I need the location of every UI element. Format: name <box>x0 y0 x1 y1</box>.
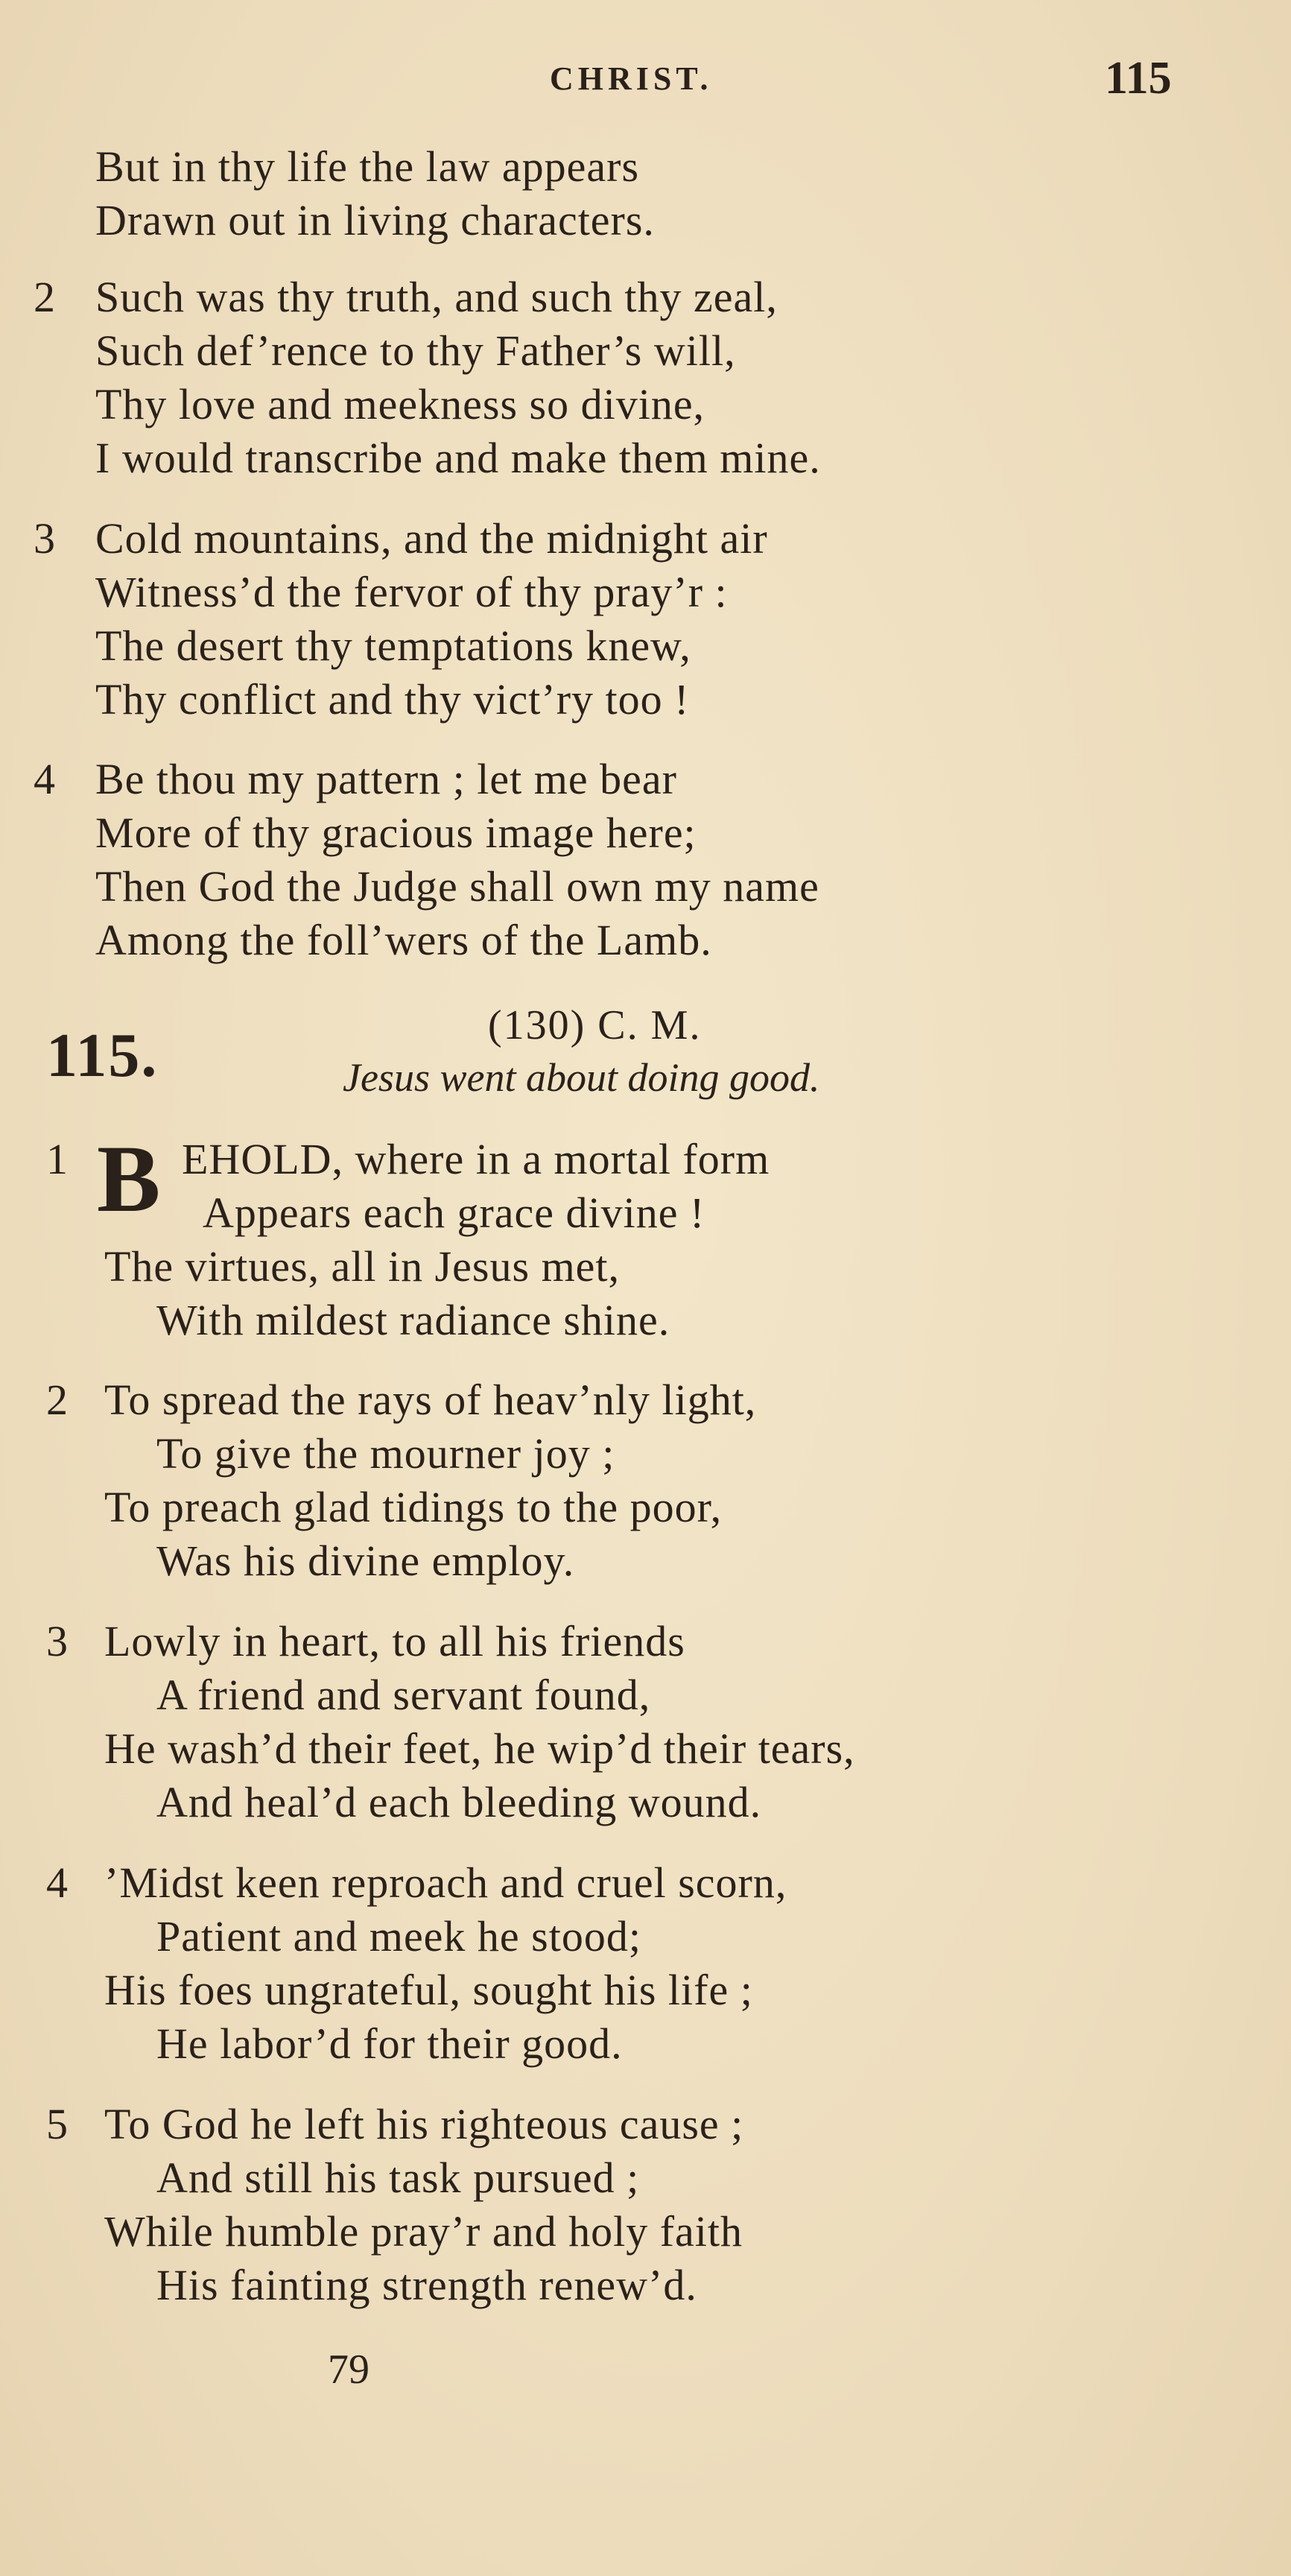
verse-line: ’Midst keen reproach and cruel scorn, <box>104 1858 787 1907</box>
verse-line: I would transcribe and make them mine. <box>95 434 821 482</box>
verse-line: His fainting strength renew’d. <box>156 2261 697 2309</box>
verse-line: Patient and meek he stood; <box>156 1912 641 1961</box>
verse-line: Among the foll’wers of the Lamb. <box>95 916 712 964</box>
verse-line: He labor’d for their good. <box>156 2019 623 2068</box>
hymn-subtitle: Jesus went about doing good. <box>343 1055 820 1100</box>
verse-line: The virtues, all in Jesus met, <box>104 1242 621 1291</box>
verse-number: 2 <box>34 273 55 321</box>
running-head <box>0 52 1291 112</box>
drop-cap: B <box>97 1126 161 1232</box>
verse-number: 4 <box>46 1858 68 1907</box>
verse-line: Lowly in heart, to all his friends <box>104 1617 685 1665</box>
verse-number: 5 <box>46 2100 68 2148</box>
hymn-meter: (130) C. M. <box>488 1002 702 1048</box>
hymn-number: 115. <box>46 1021 159 1090</box>
running-title: CHRIST. <box>550 60 713 97</box>
verse-line: More of thy gracious image here; <box>95 808 697 857</box>
verse-line: EHOLD, where in a mortal form <box>182 1135 770 1183</box>
verse-line: Be thou my pattern ; let me bear <box>95 755 677 803</box>
verse-line: A friend and servant found, <box>156 1671 651 1719</box>
verse-line: While humble pray’r and holy faith <box>104 2207 743 2256</box>
verse-line: The desert thy temptations knew, <box>95 621 691 670</box>
verse-number: 2 <box>46 1376 68 1424</box>
verse-line: But in thy life the law appears <box>95 142 640 191</box>
verse-line: Such was thy truth, and such thy zeal, <box>95 273 778 321</box>
verse-line: Thy love and meekness so divine, <box>95 380 705 428</box>
verse-number: 3 <box>46 1617 68 1665</box>
verse-line: And still his task pursued ; <box>156 2153 640 2202</box>
verse-line: To give the mourner joy ; <box>156 1429 615 1478</box>
verse-number: 4 <box>34 755 55 803</box>
verse-line: Thy conflict and thy vict’ry too ! <box>95 675 690 724</box>
verse-line: To preach glad tidings to the poor, <box>104 1483 723 1531</box>
verse-line: Appears each grace divine ! <box>203 1189 705 1237</box>
verse-line: With mildest radiance shine. <box>156 1296 670 1344</box>
verse-line: Such def’rence to thy Father’s will, <box>95 326 736 375</box>
verse-line: To God he left his righteous cause ; <box>104 2100 744 2148</box>
verse-line: His foes ungrateful, sought his life ; <box>104 1966 753 2014</box>
verse-line: Was his divine employ. <box>156 1537 575 1585</box>
verse-line: Witness’d the fervor of thy pray’r : <box>95 568 728 616</box>
verse-line: Drawn out in living characters. <box>95 196 655 244</box>
verse-number: 3 <box>34 514 55 563</box>
verse-line: He wash’d their feet, he wip’d their tears, <box>104 1724 855 1773</box>
page-number: 115 <box>1105 53 1172 104</box>
verse-number: 1 <box>46 1135 68 1183</box>
verse-line: Then God the Judge shall own my name <box>95 862 819 911</box>
verse-line: And heal’d each bleeding wound. <box>156 1778 762 1826</box>
verse-line: To spread the rays of heav’nly light, <box>104 1376 757 1424</box>
signature-mark: 79 <box>328 2346 369 2393</box>
verse-line: Cold mountains, and the midnight air <box>95 514 768 563</box>
